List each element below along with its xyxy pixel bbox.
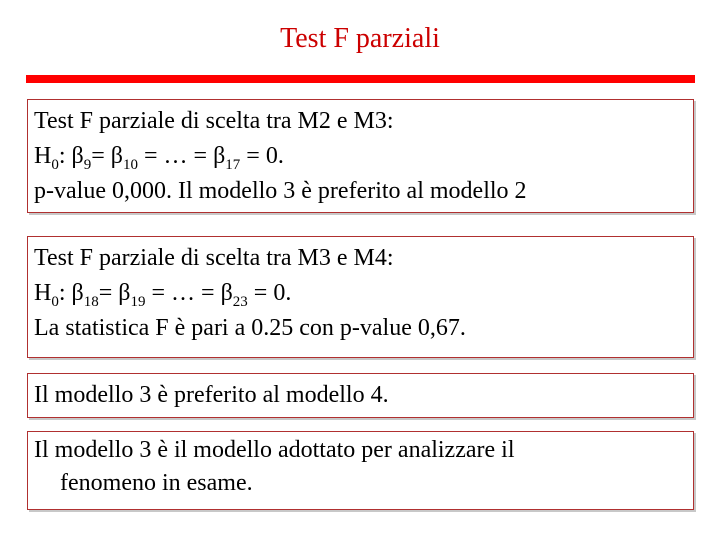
beta-symbol: β: [213, 143, 226, 169]
h-symbol: H: [34, 280, 52, 306]
text-box-preference: [27, 373, 694, 418]
beta-subscript: 10: [123, 157, 138, 173]
equals-zero: = 0.: [247, 280, 292, 306]
title-divider: [26, 75, 695, 83]
box2-result: La statistica F è pari a 0.25 con p-value 0,67.: [34, 315, 466, 341]
text-box-m2-m3: [27, 99, 694, 213]
box4-line1: Il modello 3 è il modello adottato per analizzare il: [34, 437, 515, 463]
text-box-m3-m4: [27, 236, 694, 358]
slide-title: Test F parziali: [280, 23, 440, 54]
h-subscript: 0: [51, 157, 59, 173]
ellipsis-equals: = … =: [145, 280, 221, 306]
box1-hypothesis: [34, 139, 687, 174]
beta-symbol: β: [220, 280, 233, 306]
box4-line2: fenomeno in esame.: [60, 470, 253, 496]
h-subscript: 0: [51, 294, 59, 310]
box2-heading: Test F parziale di scelta tra M3 e M4:: [34, 245, 394, 271]
equals: =: [91, 143, 111, 169]
beta-symbol: β: [118, 280, 131, 306]
box2-hypothesis: [34, 276, 687, 311]
colon: :: [58, 143, 72, 169]
text-box-conclusion: [27, 431, 694, 510]
beta-subscript: 18: [83, 294, 99, 310]
box1-heading: Test F parziale di scelta tra M2 e M3:: [34, 108, 394, 134]
beta-symbol: β: [71, 280, 84, 306]
beta-symbol: β: [110, 143, 123, 169]
h-symbol: H: [34, 143, 52, 169]
box1-result: p-value 0,000. Il modello 3 è preferito al modello 2: [34, 178, 527, 204]
colon: :: [58, 280, 72, 306]
box3-text: Il modello 3 è preferito al modello 4.: [34, 382, 389, 408]
equals: =: [98, 280, 119, 306]
equals-zero: = 0.: [240, 143, 284, 169]
beta-subscript: 17: [225, 157, 241, 173]
ellipsis-equals: = … =: [138, 143, 214, 169]
beta-subscript: 9: [83, 157, 92, 173]
beta-subscript: 23: [232, 294, 248, 310]
beta-subscript: 19: [130, 294, 146, 310]
beta-symbol: β: [71, 143, 84, 169]
